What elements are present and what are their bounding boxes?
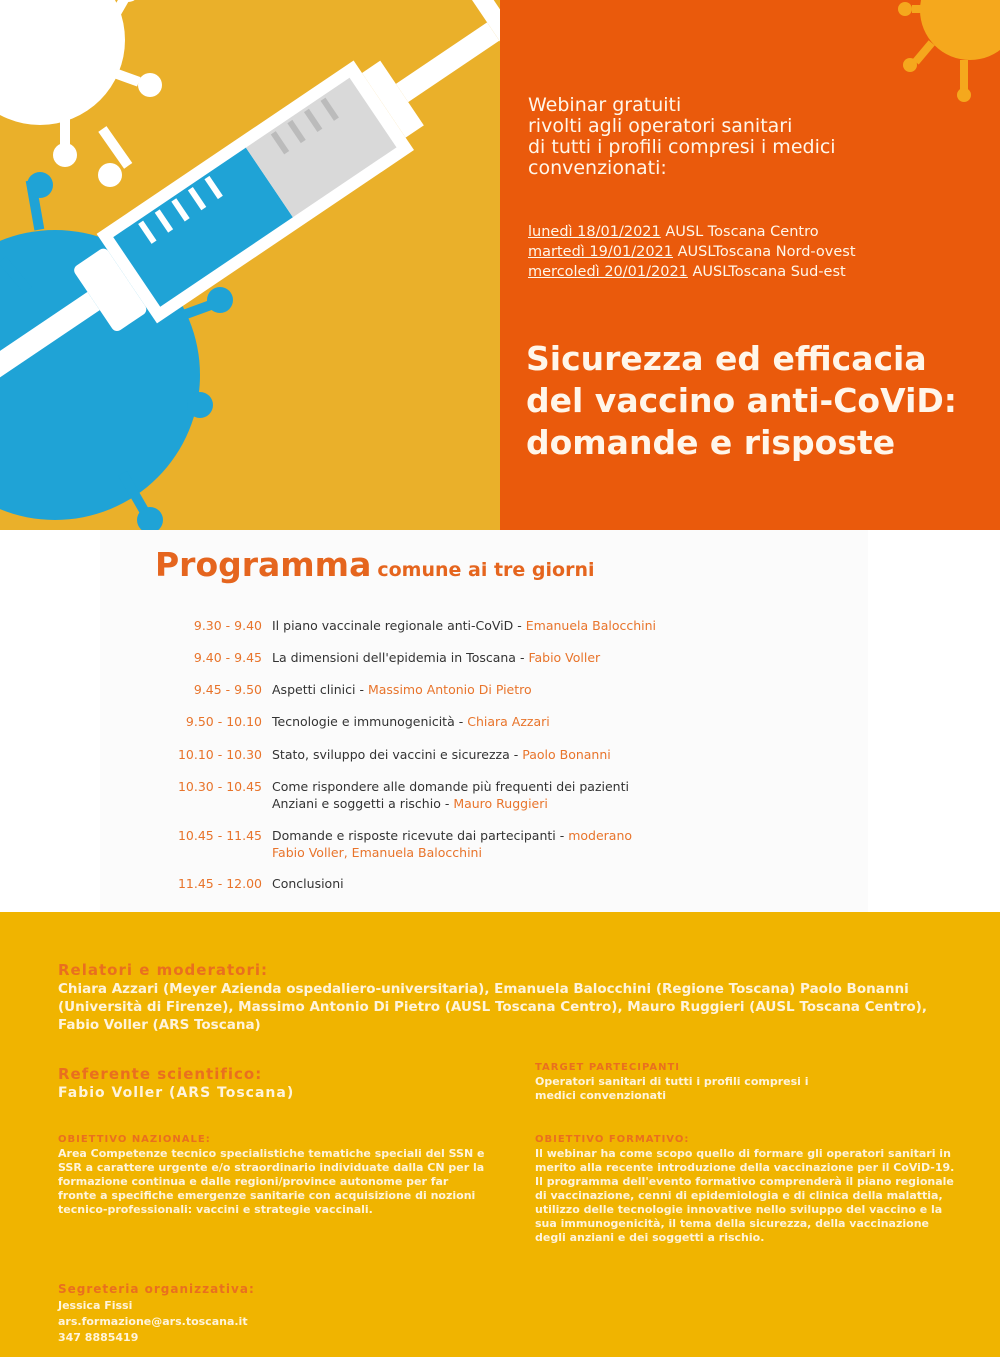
segreteria-phone: 347 8885419	[58, 1331, 139, 1344]
syringe-virus-illustration	[0, 0, 500, 530]
date-row	[528, 222, 988, 242]
obiettivo-formativo-label: OBIETTIVO FORMATIVO:	[535, 1134, 690, 1145]
obiettivo-formativo-text: Il webinar ha come scopo quello di formare gli operatori sanitari in merito alla recente introduzione della vaccinazione per il CoViD-19. Il programma dell'evento formativo comprenderà il piano regionale di vaccinazione, cenni di epidemiologia e di clinica della malattia, utilizzo delle tecnologie innovative nello sviluppo del vaccino e la sua immunogenicità, il tema della sicurezza, della vaccinazione degli anziani e dei soggetti a rischio.	[535, 1147, 955, 1244]
hero-illustration-panel	[0, 0, 500, 530]
program-topic: Tecnologie e immunogenicità	[272, 714, 455, 729]
program-speaker: Chiara Azzari	[467, 714, 550, 729]
intro-line: di tutti i profili compresi i medici	[528, 136, 836, 158]
segreteria-name: Jessica Fissi	[58, 1299, 133, 1312]
segreteria-label: Segreteria organizzativa:	[58, 1282, 255, 1296]
referente-label: Referente scientifico:	[58, 1065, 263, 1083]
event-title	[526, 338, 996, 464]
program-topic: Il piano vaccinale regionale anti-CoViD	[272, 618, 514, 633]
program-topic: Domande e risposte ricevute dai partecipanti	[272, 828, 556, 843]
program-speaker: Emanuela Balocchini	[525, 618, 657, 633]
program-time: 9.30 - 9.40	[193, 618, 262, 633]
webinar-intro	[528, 95, 968, 179]
program-topic-line2: Anziani e soggetti a rischio	[272, 796, 441, 811]
date-org: AUSLToscana Nord-ovest	[677, 244, 856, 260]
date-row	[528, 242, 988, 262]
program-time: 9.50 - 10.10	[185, 714, 262, 729]
program-time: 9.45 - 9.50	[193, 682, 262, 697]
title-line: Sicurezza ed efficacia	[526, 339, 927, 378]
program-moderators: Fabio Voller, Emanuela Balocchini	[272, 845, 482, 860]
white-virus-icon	[0, 0, 162, 187]
program-time: 11.45 - 12.00	[177, 876, 262, 891]
webinar-dates	[528, 222, 988, 282]
program-title: Programma	[155, 545, 372, 584]
program-subtitle: comune ai tre giorni	[377, 559, 595, 581]
referente-text: Fabio Voller (ARS Toscana)	[58, 1085, 295, 1101]
program-speaker: Mauro Ruggieri	[453, 796, 548, 811]
program-time: 10.45 - 11.45	[177, 828, 262, 843]
segreteria-email[interactable]: ars.formazione@ars.toscana.it	[58, 1315, 248, 1328]
program-speaker: Massimo Antonio Di Pietro	[367, 682, 532, 697]
date-link[interactable]: martedì 19/01/2021	[528, 244, 673, 260]
intro-line: Webinar gratuiti	[528, 94, 682, 116]
relatori-label: Relatori e moderatori:	[58, 961, 268, 979]
program-speaker: Fabio Voller	[528, 650, 601, 665]
date-row	[528, 262, 988, 282]
program-speaker: moderano	[568, 828, 633, 843]
target-label: TARGET PARTECIPANTI	[535, 1062, 681, 1073]
intro-line: rivolti agli operatori sanitari	[528, 115, 793, 137]
program-topic: Stato, sviluppo dei vaccini e sicurezza	[272, 747, 510, 762]
relatori-text: Chiara Azzari (Meyer Azienda ospedaliero-universitaria), Emanuela Balocchini (Regione Toscana) Paolo Bonanni (Università di Firenze), Massimo Antonio Di Pietro (AUSL Toscana Centro), Mauro Ruggieri (AUSL Toscana Centro), Fabio Voller (ARS Toscana)	[58, 981, 927, 1033]
program-topic: Conclusioni	[272, 876, 344, 891]
obiettivo-nazionale-label: OBIETTIVO NAZIONALE:	[58, 1134, 211, 1145]
intro-line: convenzionati:	[528, 157, 667, 179]
program-speaker: Paolo Bonanni	[522, 747, 611, 762]
date-org: AUSLToscana Sud-est	[692, 264, 846, 280]
title-line: domande e risposte	[526, 423, 896, 462]
program-topic: Come rispondere alle domande più frequenti dei pazienti	[272, 779, 629, 794]
program-time: 10.10 - 10.30	[177, 747, 262, 762]
title-line: del vaccino anti-CoViD:	[526, 381, 957, 420]
program-topic: Aspetti clinici	[272, 682, 356, 697]
date-link[interactable]: mercoledì 20/01/2021	[528, 264, 688, 280]
date-org: AUSL Toscana Centro	[665, 224, 819, 240]
program-time: 9.40 - 9.45	[193, 650, 262, 665]
program-topic: La dimensioni dell'epidemia in Toscana	[272, 650, 516, 665]
obiettivo-nazionale-text: Area Competenze tecnico specialistiche tematiche speciali del SSN e SSR a carattere urgente e/o straordinario individuate dalla CN per la formazione continua e dalle regioni/province autonome per far fronte a specifiche emergenze sanitarie con acquisizione di nozioni tecnico-professionali: vaccini e strategie vaccinali.	[58, 1147, 485, 1216]
program-time: 10.30 - 10.45	[177, 779, 262, 794]
date-link[interactable]: lunedì 18/01/2021	[528, 224, 661, 240]
program-heading	[155, 545, 595, 584]
target-text: Operatori sanitari di tutti i profili compresi i medici convenzionati	[535, 1075, 809, 1102]
